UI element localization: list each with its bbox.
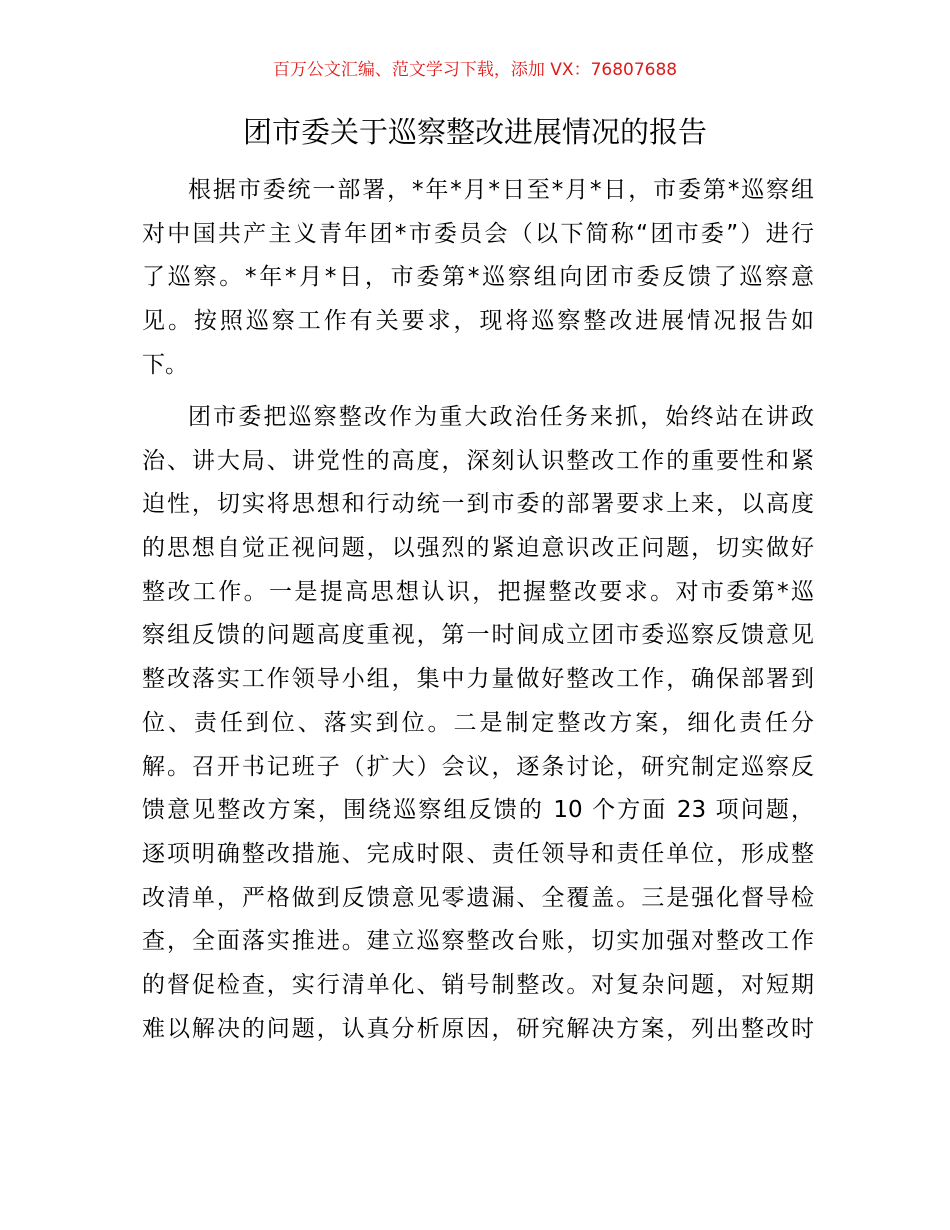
paragraph-2 xyxy=(142,396,814,1051)
paragraph-line: 对中国共产主义青年团*市委员会（以下简称“团市委”）进行 xyxy=(142,220,814,247)
paragraph-line: 根据市委统一部署，*年*月*日至*月*日，市委第*巡察组 xyxy=(188,177,814,203)
paragraph-line: 察组反馈的问题高度重视，第一时间成立团市委巡察反馈意见 xyxy=(142,622,814,649)
paragraph-line: 的督促检查，实行清单化、销号制整改。对复杂问题，对短期 xyxy=(142,971,814,998)
paragraph-line: 见。按照巡察工作有关要求，现将巡察整改进展情况报告如 xyxy=(142,308,814,335)
promo-header: 百万公文汇编、范文学习下载，添加 VX：76807688 xyxy=(272,60,678,80)
paragraph-line: 逐项明确整改措施、完成时限、责任领导和责任单位，形成整 xyxy=(142,840,814,867)
document-title: 团市委关于巡察整改进展情况的报告 xyxy=(242,115,707,149)
paragraph-line: 了巡察。*年*月*日，市委第*巡察组向团市委反馈了巡察意 xyxy=(142,264,814,291)
paragraph-line: 馈意见整改方案，围绕巡察组反馈的 10 个方面 23 项问题， xyxy=(142,797,814,824)
paragraph-line: 难以解决的问题，认真分析原因，研究解决方案，列出整改时 xyxy=(142,1015,814,1042)
paragraph-line: 下。 xyxy=(142,351,188,378)
paragraph-line: 查，全面落实推进。建立巡察整改台账，切实加强对整改工作 xyxy=(142,928,814,955)
paragraph-line: 解。召开书记班子（扩大）会议，逐条讨论，研究制定巡察反 xyxy=(142,753,814,780)
paragraph-line: 整改落实工作领导小组，集中力量做好整改工作，确保部署到 xyxy=(142,666,814,693)
paragraph-line: 迫性，切实将思想和行动统一到市委的部署要求上来，以高度 xyxy=(142,491,814,518)
paragraph-1 xyxy=(142,169,814,387)
paragraph-line: 团市委把巡察整改作为重大政治任务来抓，始终站在讲政 xyxy=(188,404,814,430)
paragraph-line: 位、责任到位、落实到位。二是制定整改方案，细化责任分 xyxy=(142,709,814,736)
paragraph-line: 治、讲大局、讲党性的高度，深刻认识整改工作的重要性和紧 xyxy=(142,447,814,474)
paragraph-line: 的思想自觉正视问题，以强烈的紧迫意识改正问题，切实做好 xyxy=(142,535,814,562)
paragraph-line: 改清单，严格做到反馈意见零遗漏、全覆盖。三是强化督导检 xyxy=(142,884,814,911)
paragraph-line: 整改工作。一是提高思想认识，把握整改要求。对市委第*巡 xyxy=(142,578,814,605)
